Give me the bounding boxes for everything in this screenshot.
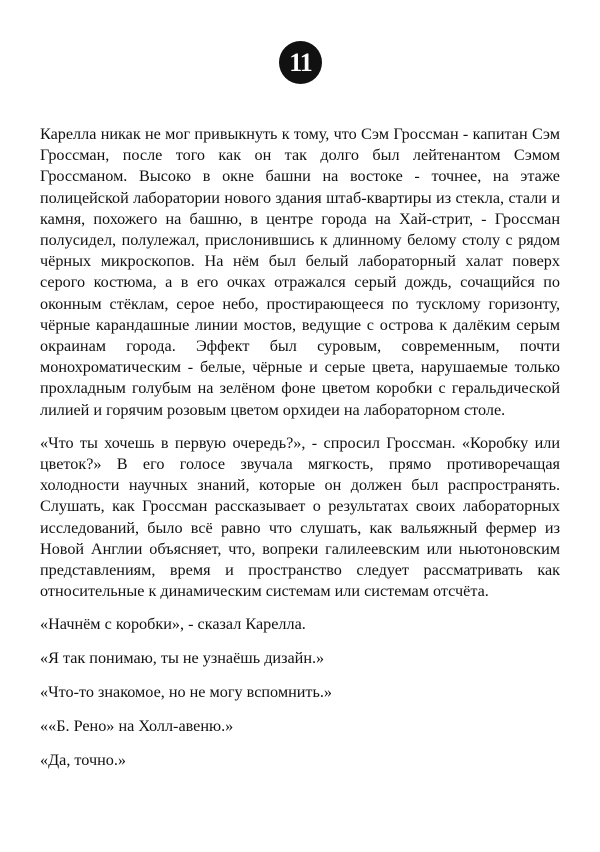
dialogue-line: «Что-то знакомое, но не могу вспомнить.» bbox=[40, 683, 333, 702]
page-body bbox=[40, 124, 560, 783]
page-number: 11 bbox=[289, 47, 312, 77]
page-number-badge bbox=[279, 41, 322, 84]
paragraph: «Что ты хочешь в первую очередь?», - спросил Гроссман. «Коробку или цветок?» В его голосе звучала мягкость, прямо противоречащая холодности научных знаний, которые он должен был распространять. Слушать, как Гроссман рассказывает о результатах своих лабораторных исследований, было всё равно что слушать, как вальяжный фермер из Новой Англии объясняет, что, вопреки галилеевским или ньютоновским представлениям, время и пространство следует рассматривать как относительные к динамическим системам или системам отсчёта. bbox=[40, 433, 560, 601]
dialogue-line: «Да, точно.» bbox=[40, 750, 126, 769]
dialogue-line: «Я так понимаю, ты не узнаёшь дизайн.» bbox=[40, 649, 325, 668]
dialogue-line: «Начнём с коробки», - сказал Карелла. bbox=[40, 615, 306, 634]
paragraph: Карелла никак не мог привыкнуть к тому, что Сэм Гроссман - капитан Сэм Гроссман, после того как он так долго был лейтенантом Сэмом Гроссманом. Высоко в окне башни на востоке - точнее, на этаже полицейской лаборатории нового здания штаб-квартиры из стекла, стали и камня, похожего на башню, в центре города на Хай-стрит, - Гроссман полусидел, полулежал, прислонившись к длинному белому столу с рядом чёрных микроскопов. На нём был белый лабораторный халат поверх серого костюма, а в его очках отражался серый дождь, сочащийся по оконным стёклам, серое небо, простирающееся по тусклому горизонту, чёрные карандашные линии мостов, ведущие с острова к далёким серым окраинам города. Эффект был суровым, современным, почти монохроматическим - белые, чёрные и серые цвета, нарушаемые только прохладным голубым на зелёном фоне цветом коробки с геральдической лилией и горячим розовым цветом орхидеи на лабораторном столе. bbox=[40, 125, 560, 419]
dialogue-line: ««Б. Рено» на Холл-авеню.» bbox=[40, 716, 234, 735]
